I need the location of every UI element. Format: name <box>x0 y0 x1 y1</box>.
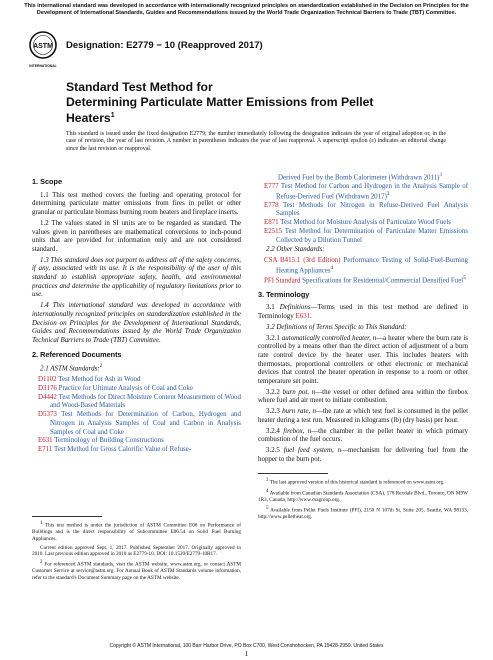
para-1-2: 1.2 The values stated in SI units are to be regarded as standard. The values given in parentheses are mathematical conversions to inch-pound units that are provided for information only and are not considered standard. <box>32 218 241 253</box>
footnote-marker: 4 <box>330 265 334 271</box>
para-3-1: 3.1 Definitions—Terms used in this test method are defined in Terminology E631. <box>258 303 469 321</box>
footnote-marker: 5 <box>463 275 466 281</box>
copyright-footer: Copyright © ASTM International, 100 Barr Harbor Drive, PO Box C700, West Conshohocken, PA 19428-2959. United States <box>109 643 384 649</box>
reference-code-link[interactable]: D3176 <box>38 384 57 393</box>
para-1-1: 1.1 This test method covers the fueling and operating protocol for determining particulate matter emissions from fires in pellet or other granular or particulate biomass burning room heaters and fireplace inserts. <box>32 190 241 217</box>
reference-title-link[interactable]: Test Methods for Direct Moisture Content Measurement of Wood and Wood-Based Materials <box>50 392 241 410</box>
svg-text:INTERNATIONAL: INTERNATIONAL <box>29 64 57 68</box>
reference-title-link[interactable]: Terminology of Building Constructions <box>54 436 164 445</box>
other-standards-list <box>258 256 468 285</box>
reference-list <box>32 375 241 453</box>
para-1-4: 1.4 This international standard was developed in accordance with internationally recognized principles on standardization established in the Decision on Principles for the Development of International Standards, Guides and Recommendations issued by the World Trade Organization Technical Barriers to Trade (TBT) Committee. <box>32 301 241 344</box>
reference-item <box>32 384 241 393</box>
footnote-5: $^5$ Available from Pellet Fuels Institute (PFI), 2150 N 107th St, Suite 205, Seattle, WA 98133, http://www.pelletheat.org. <box>258 505 468 521</box>
reference-item <box>258 201 468 218</box>
link-e631[interactable]: E631 <box>295 312 311 321</box>
reference-item <box>258 275 468 285</box>
reference-code-link[interactable]: E711 <box>38 445 53 453</box>
reference-item <box>258 256 468 275</box>
reference-code-link[interactable]: E871 <box>264 218 279 227</box>
title-line-2: Determining Particulate Matter Emissions from Pellet <box>66 94 374 109</box>
section-terminology-heading: 3. Terminology <box>258 289 310 299</box>
reference-item <box>32 410 241 436</box>
reference-item <box>32 393 241 410</box>
reference-code-link[interactable]: E777 <box>264 182 279 191</box>
reference-item <box>258 218 468 227</box>
para-3-2-2: 3.2.2 burn pot, n—the vessel or other defined area within the firebox where fuel and air meet to initiate combustion. <box>258 387 468 405</box>
reference-title-link[interactable]: Performance Testing of Solid-Fuel-Burning Heating Appliances <box>276 255 469 274</box>
footnote-1: $^1$ This test method is under the jurisdiction of ASTM Committee E06 on Performance of Buildings and is the direct responsibility of Subcommittee E06.54 on Solid Fuel Burning Appliances. <box>32 520 242 542</box>
reference-code-link[interactable]: CSA B415.1 (3rd Edition) <box>264 255 341 264</box>
footnote-divider <box>32 516 102 517</box>
para-1-3: 1.3 This standard does not purport to address all of the safety concerns, if any, associated with its use. It is the responsibility of the user of this standard to establish appropriate safety, health, and environmental practices and determine the applicability of regulatory limitations prior to use. <box>32 255 241 299</box>
footnotes-left <box>32 521 241 582</box>
other-standards-label: 2.2 Other Standards: <box>266 245 325 254</box>
designation: Designation: E2779 − 10 (Reapproved 2017) <box>66 40 263 51</box>
footnote-4: $^4$ Available from Canadian Standards Association (CSA), 178 Rexdale Blvd., Toronto, ON M9W 1R3, Canada, http://www.csagroup.org. <box>258 488 468 504</box>
para-3-2-3: 3.2.3 burn rate, n—the rate at which test fuel is consumed in the pellet heater during a test run. Measured in kilograms (lb) (dry basis) per hour. <box>258 407 469 424</box>
page-number: 1 <box>244 650 249 658</box>
reference-item <box>258 227 468 244</box>
reference-item <box>32 375 241 384</box>
astm-logo <box>28 30 58 70</box>
footnote-marker: 3 <box>386 191 390 197</box>
footnote-2: $^2$ For referenced ASTM standards, visit the ASTM website, www.astm.org, or contact ASTM Customer Service at service@astm.org. For Annual Book of ASTM Standards volume information, refer to the standard's Document Summary page on the ASTM website. <box>32 559 241 582</box>
reference-code-link[interactable]: E778 <box>264 200 279 209</box>
reference-code-link[interactable]: D5373 <box>38 410 57 419</box>
reference-title-link[interactable]: Test Methods for Determination of Carbon, Hydrogen and Nitrogen in Analysis Samples of Coal and Carbon in Analysis Samples of Coal and Coke <box>50 410 241 436</box>
para-3-2-5: 3.2.5 fuel feed system, n—mechanism for delivering fuel from the hopper to the burn pot. <box>258 445 468 463</box>
para-3-2-1: 3.2.1 automatically controlled heater, n—a heater where the burn rate is controlled by a means other than the direct action of adjustment of a burn rate control device by the heater user. This includes heaters with thermostats, proportional controllers or other electronic or mechanical devices that control the heater operation in response to a room or other temperature set point. <box>258 333 468 386</box>
para-3-2-4: 3.2.4 firebox, n—the chamber in the pellet heater in which primary combustion of the fuel occurs. <box>258 426 468 444</box>
title-line-3: Heaters$^1$ <box>66 111 115 126</box>
right-column <box>258 172 468 523</box>
footnotes-right <box>258 478 468 521</box>
title-line-1: Standard Test Method for <box>66 80 213 94</box>
reference-item <box>32 436 241 445</box>
left-column <box>32 172 241 584</box>
issuance-note: This standard is issued under the fixed designation E2779; the number immediately following the designation indicates the year of original adoption or, in the case of revision, the year of last revision. A number in parentheses indicates the year of last reapproval. A superscript epsilon (ε) indicates an editorial change since the last revision or reapproval. <box>66 131 446 152</box>
reference-title-link[interactable]: Test Method for Gross Calorific Value of Refuse- <box>54 445 192 453</box>
reference-code-link[interactable]: D4442 <box>38 392 57 401</box>
footnote-1b: Current edition approved Sept. 1, 2017. Published September 2017. Originally approved in 2010. Last previous edition approved in 2010 as E2779-10. DOI: 10.1520/E2779-10R17. <box>32 544 241 558</box>
standards-notice: This international standard was developed in accordance with internationally recognized principles on standardization established in the Decision on Principles for the Development of International Standards, Guides and Recommendations issued by the World Trade Organization Technical Barriers to Trade (TBT) Committee. <box>24 3 469 17</box>
reference-list-continued <box>258 182 468 244</box>
section-scope-heading: 1. Scope <box>32 177 63 186</box>
reference-title-link[interactable]: Practice for Ultimate Analysis of Coal and Coke <box>58 384 193 393</box>
reference-title-link[interactable]: Test Method for Determination of Particulate Matter Emissions Collected by a Dilution Tunnel <box>276 226 468 244</box>
reference-item <box>258 182 468 201</box>
astm-standards-label: 2.1 ASTM Standards:$^2$ <box>40 364 103 373</box>
reference-code-link[interactable]: E631 <box>38 436 53 445</box>
reference-title-link[interactable]: Specifications for Residential/Commercial Densified Fuel <box>302 275 464 284</box>
footnote-3: $^3$ The last approved version of this historical standard is referenced on www.astm.org. <box>266 478 445 487</box>
document-title <box>66 80 426 126</box>
section-referenced-docs-heading: 2. Referenced Documents <box>32 349 122 359</box>
para-3-2: 3.2 Definitions of Terms Specific to This Standard: <box>266 322 407 331</box>
reference-code-link[interactable]: E2515 <box>264 226 283 235</box>
reference-title-link[interactable]: Test Methods for Nitrogen in Refuse-Derived Fuel Analysis Samples <box>276 200 468 218</box>
reference-code-link[interactable]: PFI Standard <box>264 275 301 284</box>
footnote-divider-right <box>258 473 328 474</box>
reference-title-link[interactable]: Test Method for Carbon and Hydrogen in the Analysis Sample of Refuse-Derived Fuel (Withdrawn 2017) <box>276 182 469 201</box>
reference-continuation[interactable]: Derived Fuel by the Bomb Calorimeter (Withdrawn 2011)$^3$ <box>278 173 442 182</box>
title-footnote-marker[interactable]: 1 <box>110 112 115 120</box>
svg-text:ASTM: ASTM <box>33 43 53 50</box>
reference-title-link[interactable]: Test Method for Ash in Wood <box>58 375 141 384</box>
reference-title-link[interactable]: Test Method for Moisture Analysis of Particulate Wood Fuels <box>280 218 451 227</box>
reference-code-link[interactable]: D1102 <box>38 375 57 384</box>
reference-item <box>32 445 241 454</box>
